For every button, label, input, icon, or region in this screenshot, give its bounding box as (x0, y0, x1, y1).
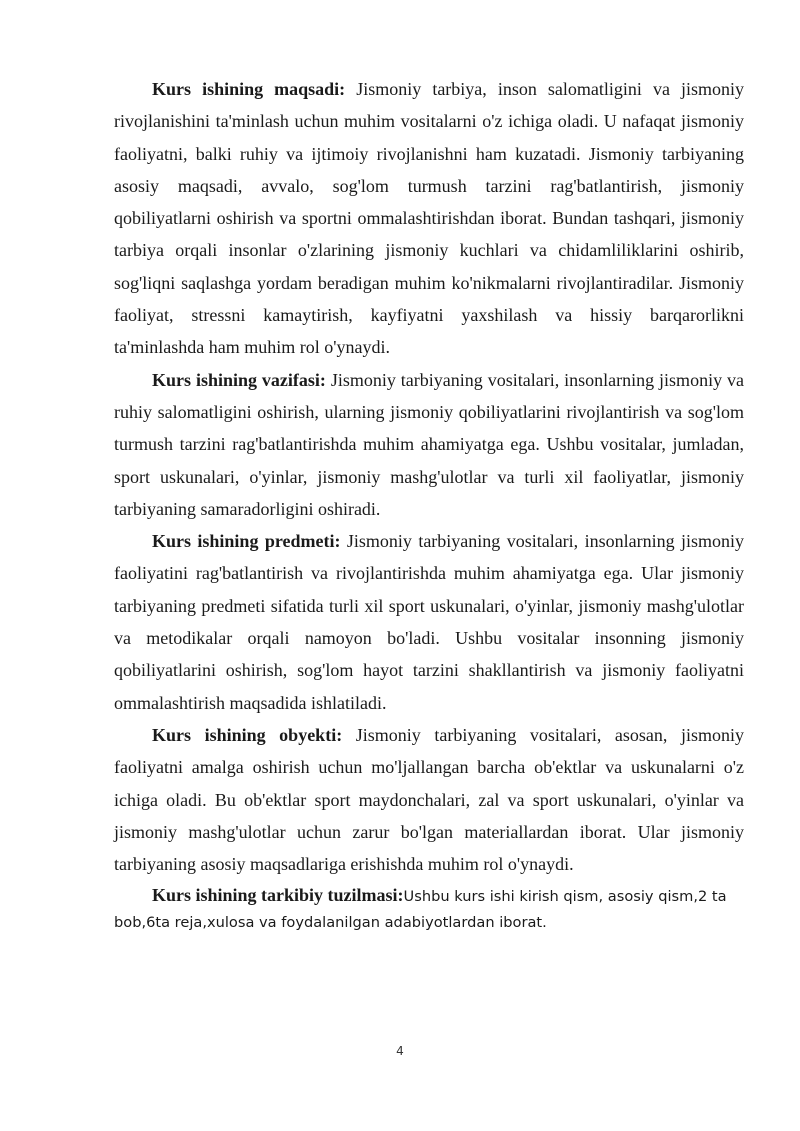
heading-vazifasi: Kurs ishining vazifasi: (152, 369, 326, 390)
page-body (114, 73, 744, 936)
paragraph-predmeti (114, 525, 744, 719)
paragraph-maqsadi (114, 73, 744, 364)
text-predmeti: Jismoniy tarbiyaning vositalari, insonlarning jismoniy faoliyatini rag'batlantirish va rivojlantirishda muhim ahamiyatga ega. Ular jismoniy tarbiyaning predmeti sifatida turli xil sport uskunalari, o'yinlar, jismoniy mashg'ulotlar va metodikalar orqali namoyon bo'ladi. Ushbu vositalar insonning jismoniy qobiliyatlarini oshirish, sog'lom hayot tarzini shakllantirish va jismoniy faoliyatni ommalashtirish maqsadida ishlatiladi. (114, 531, 744, 713)
heading-maqsadi: Kurs ishining maqsadi: (152, 79, 346, 99)
page-number: 4 (396, 1044, 404, 1058)
paragraph-vazifasi (114, 364, 744, 525)
heading-predmeti: Kurs ishining predmeti: (152, 531, 341, 552)
text-vazifasi: Jismoniy tarbiyaning vositalari, insonlarning jismoniy va ruhiy salomatligini oshirish, ularning jismoniy qobiliyatlarini rivojlantirish va sog'lom turmush tarzini rag'batlantirishda muhim ahamiyatga ega. Ushbu vositalar, jumladan, sport uskunalari, o'yinlar, jismoniy mashg'ulotlar va turli xil faoliyatlar, jismoniy tarbiyaning samaradorligini oshiradi. (114, 369, 744, 519)
paragraph-obyekti (114, 719, 744, 880)
text-obyekti: Jismoniy tarbiyaning vositalari, asosan, jismoniy faoliyatni amalga oshirish uchun mo'ljallangan barcha ob'ektlar va uskunalarni o'z ichiga oladi. Bu ob'ektlar sport maydonchalari, zal va sport uskunalari, o'yinlar va jismoniy mashg'ulotlar uchun zarur bo'lgan materiallardan iborat. Ular jismoniy tarbiyaning asosiy maqsadlariga erishishda muhim rol o'ynaydi. (114, 724, 745, 875)
heading-tuzilmasi: Kurs ishining tarkibiy tuzilmasi: (152, 885, 404, 906)
text-tuzilmasi: Ushbu kurs ishi kirish qism, asosiy qism,2 ta bob,6ta reja,xulosa va foydalanilgan adabiyotlardan iborat. (114, 888, 727, 932)
heading-obyekti: Kurs ishining obyekti: (152, 724, 343, 745)
text-maqsadi: Jismoniy tarbiya, inson salomatligini va jismoniy rivojlanishini ta'minlash uchun muhim vositalarni o'z ichiga oladi. U nafaqat jismoniy faoliyatni, balki ruhiy va ijtimoiy rivojlanishni ham kuzatadi. Jismoniy tarbiyaning asosiy maqsadi, avvalo, sog'lom turmush tarzini rag'batlantirish, jismoniy qobiliyatlarni oshirish va sportni ommalashtirishdan iborat. Bundan tashqari, jismoniy tarbiya orqali insonlar o'zlarining jismoniy kuchlari va chidamliliklarini oshirib, sog'liqni saqlashga yordam beradigan muhim ko'nikmalarni rivojlantiradilar. Jismoniy faoliyat, stressni kamaytirish, kayfiyatni yaxshilash va hissiy barqarorlikni ta'minlashda ham muhim rol o'ynaydi. (114, 79, 745, 358)
paragraph-tuzilmasi (114, 882, 744, 936)
